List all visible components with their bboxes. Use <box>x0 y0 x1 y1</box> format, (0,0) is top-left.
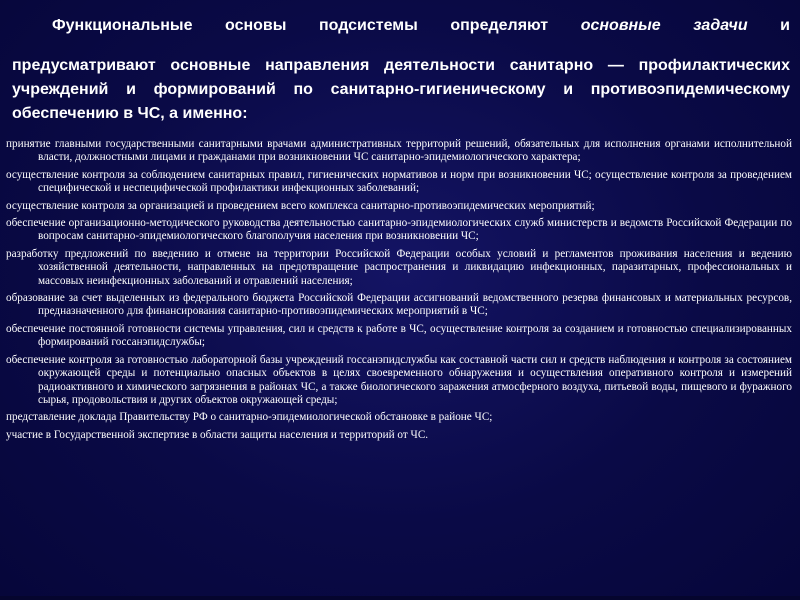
list-item: осуществление контроля за организацией и проведением всего комплекса санитарно-противоэпидемических мероприятий; <box>6 199 595 212</box>
heading-part2: и <box>747 17 791 34</box>
list-item: разработку предложений по введению и отмене на территории Российской Федерации особых условий и регламентов проживания населения и ведению хозяйственной деятельности, направленных на предотвращение распространения и ликвидацию инфекционных, паразитарных, профессиональных и массовых неинфекционных заболеваний и отравлений населения; <box>6 247 792 287</box>
footer-strip <box>0 596 800 600</box>
heading-emphasis: основные задачи <box>580 17 748 34</box>
list-item: принятие главными государственными санитарными врачами административных территорий решений, обязательных для исполнения органами исполнительной власти, должностными лицами и гражданами при возникновении ЧС санитарно-эпидемиологического характера; <box>6 138 792 164</box>
list-item: обеспечение организационно-методического руководства деятельностью санитарно-эпидемиологических служб министерств и ведомств Российской Федерации по вопросам санитарно-эпидемиологического благополучия населения при возникновении ЧС; <box>6 217 792 243</box>
list-item: обеспечение постоянной готовности системы управления, сил и средств к работе в ЧС, осуществление контроля за созданием и готовностью специализированных формирований госсанэпидслужбы; <box>6 322 792 349</box>
slide-heading <box>12 14 790 126</box>
list-item: представление доклада Правительству РФ о санитарно-эпидемиологической обстановке в районе ЧС; <box>6 411 493 424</box>
list-item: осуществление контроля за соблюдением санитарных правил, гигиенических нормативов и норм при возникновении ЧС; осуществление контроля за проведением специфической и неспецифической профилактики инфекционных заболеваний; <box>6 168 792 195</box>
heading-part1: Функциональные основы подсистемы определяют <box>52 17 581 34</box>
list-item: образование за счет выделенных из федерального бюджета Российской Федерации ассигнований ведомственного резерва финансовых и материальных ресурсов, предназначенного для финансирования санитарно-противоэпидемических мероприятий в ЧС; <box>6 292 792 318</box>
heading-rest: предусматривают основные направления деятельности санитарно — профилактических учреждений и формирований по санитарно-гигиеническому и противоэпидемическому обеспечению в ЧС, а именно: <box>12 57 790 122</box>
tasks-list <box>6 138 792 446</box>
heading-first-line <box>12 14 790 38</box>
list-item: обеспечение контроля за готовностью лабораторной базы учреждений госсанэпидслужбы как составной части сил и средств наблюдения и контроля за состоянием окружающей среды и потенциально опасных объектов в целях своевременного обнаружения и осуществления оперативного контроля и измерений радиоактивного и химического загрязнения в районах ЧС, а также биологического заражения атмосферного воздуха, питьевой воды, пищевого и фуражного сырья, продовольствия и других объектов окружающей среды; <box>6 353 792 406</box>
list-item: участие в Государственной экспертизе в области защиты населения и территорий от ЧС. <box>6 428 429 441</box>
